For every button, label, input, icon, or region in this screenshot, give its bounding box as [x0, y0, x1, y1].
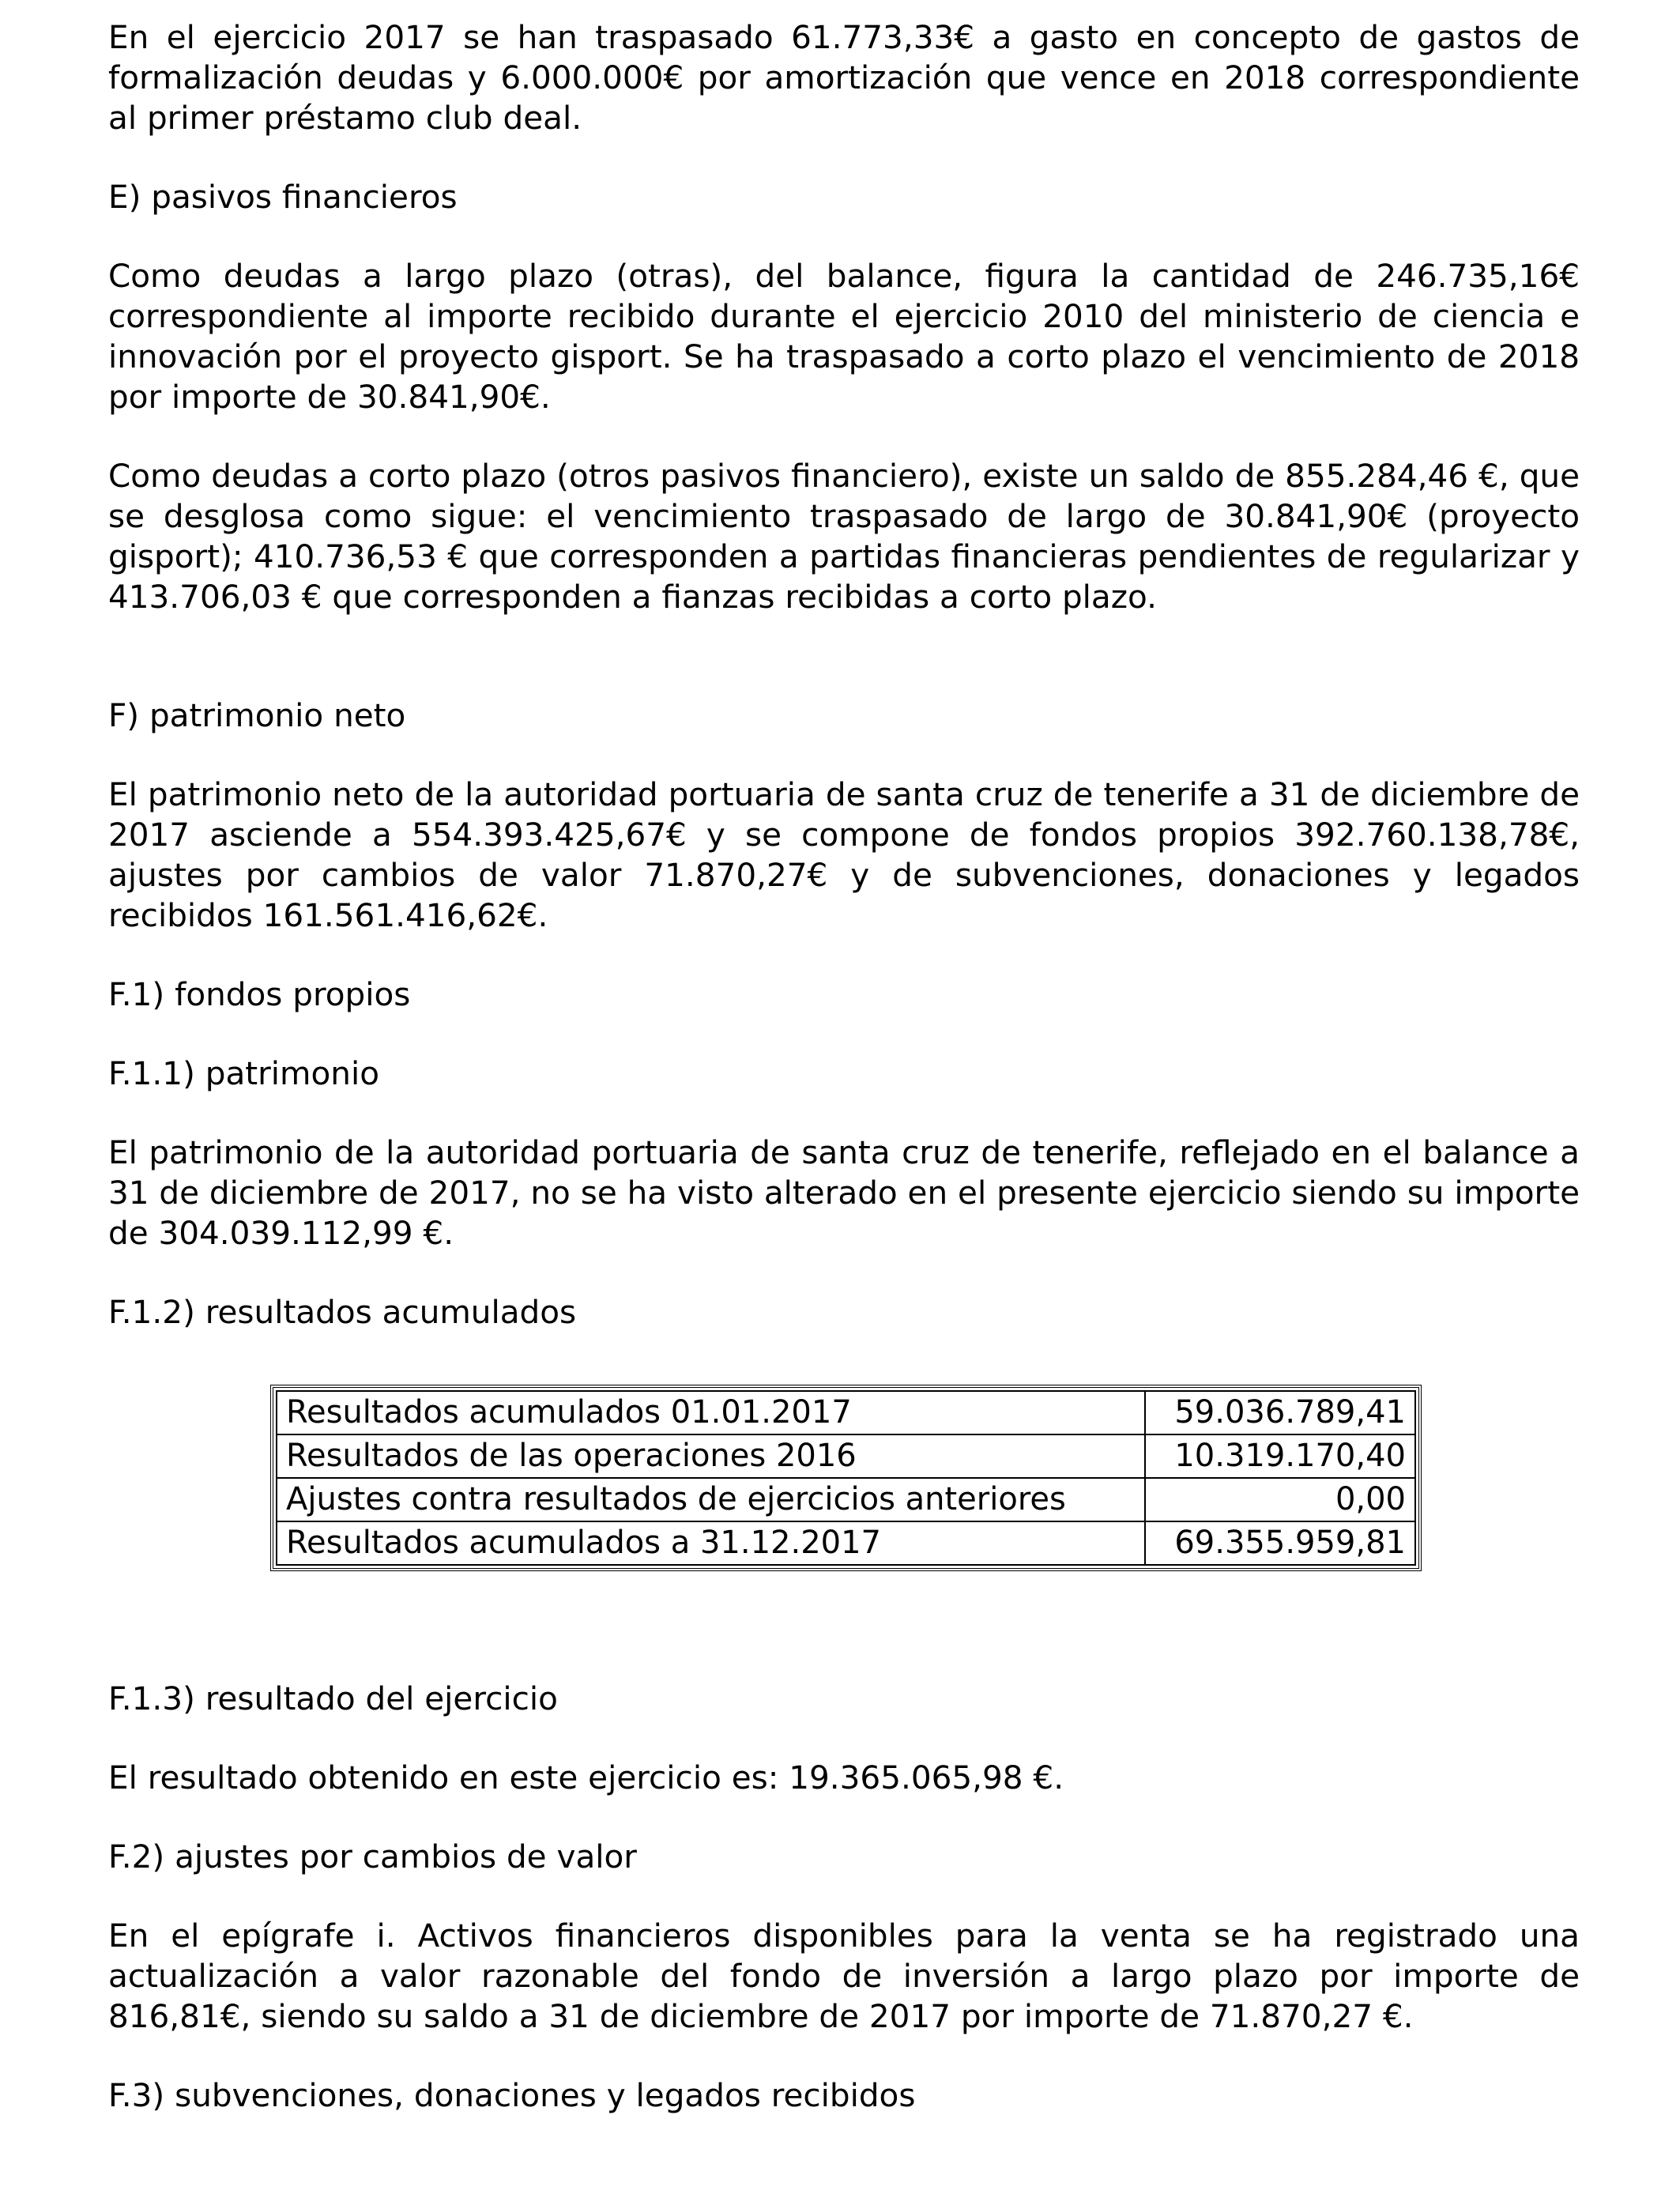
heading-patrimonio-neto: F) patrimonio neto [108, 696, 406, 734]
resultados-table [270, 1385, 1422, 1571]
paragraph-patrimonio-neto: El patrimonio neto de la autoridad portuaria de santa cruz de tenerife a 31 de diciembre de 2017 asciende a 554.393.425,67€ y se compone de fondos propios 392.760.138,78€, ajustes por cambios de valor 71.870,27€ y de subvenciones, donaciones y legados recibidos 161.561.416,62€. [108, 775, 1580, 934]
table-cell-value: 69.355.959,81 [1145, 1521, 1415, 1565]
table-row [277, 1478, 1415, 1521]
paragraph-deudas-largo-plazo: Como deudas a largo plazo (otras), del balance, figura la cantidad de 246.735,16€ correspondiente al importe recibido durante el ejercicio 2010 del ministerio de ciencia e innovación por el proyecto gisport. Se ha traspasado a corto plazo el vencimiento de 2018 por importe de 30.841,90€. [108, 257, 1580, 416]
paragraph-deudas-corto-plazo: Como deudas a corto plazo (otros pasivos financiero), existe un saldo de 855.284,46 €, que se desglosa como sigue: el vencimiento traspasado de largo de 30.841,90€ (proyecto gisport); 410.736,53 € que corresponden a partidas financieras pendientes de regularizar y 413.706,03 € que corresponden a fianzas recibidas a corto plazo. [108, 457, 1580, 616]
heading-fondos-propios: F.1) fondos propios [108, 975, 411, 1013]
table-cell-label: Resultados acumulados a 31.12.2017 [277, 1521, 1145, 1565]
table-row [277, 1521, 1415, 1565]
paragraph-patrimonio: El patrimonio de la autoridad portuaria de santa cruz de tenerife, reflejado en el balance a 31 de diciembre de 2017, no se ha visto alterado en el presente ejercicio siendo su importe de 304.039.112,99 €. [108, 1133, 1580, 1252]
heading-resultado-ejercicio: F.1.3) resultado del ejercicio [108, 1679, 558, 1717]
heading-patrimonio: F.1.1) patrimonio [108, 1054, 379, 1092]
table-row [277, 1391, 1415, 1434]
table-cell-label: Resultados de las operaciones 2016 [277, 1434, 1145, 1478]
table-cell-label: Resultados acumulados 01.01.2017 [277, 1391, 1145, 1434]
paragraph-ajustes-cambios-valor: En el epígrafe i. Activos financieros disponibles para la venta se ha registrado una actualización a valor razonable del fondo de inversión a largo plazo por importe de 816,81€, siendo su saldo a 31 de diciembre de 2017 por importe de 71.870,27 €. [108, 1917, 1580, 2035]
heading-ajustes-cambios-valor: F.2) ajustes por cambios de valor [108, 1838, 637, 1875]
table-cell-value: 10.319.170,40 [1145, 1434, 1415, 1478]
table-cell-label: Ajustes contra resultados de ejercicios anteriores [277, 1478, 1145, 1521]
heading-subvenciones: F.3) subvenciones, donaciones y legados recibidos [108, 2076, 916, 2114]
table-cell-value: 0,00 [1145, 1478, 1415, 1521]
table-row [277, 1434, 1415, 1478]
paragraph-gastos-formalizacion: En el ejercicio 2017 se han traspasado 61.773,33€ a gasto en concepto de gastos de formalización deudas y 6.000.000€ por amortización que vence en 2018 correspondiente al primer préstamo club deal. [108, 18, 1580, 137]
heading-pasivos-financieros: E) pasivos financieros [108, 178, 458, 216]
document-page [108, 17, 1580, 2116]
table-cell-value: 59.036.789,41 [1145, 1391, 1415, 1434]
paragraph-resultado-ejercicio: El resultado obtenido en este ejercicio es: 19.365.065,98 €. [108, 1759, 1064, 1796]
heading-resultados-acumulados: F.1.2) resultados acumulados [108, 1293, 577, 1331]
